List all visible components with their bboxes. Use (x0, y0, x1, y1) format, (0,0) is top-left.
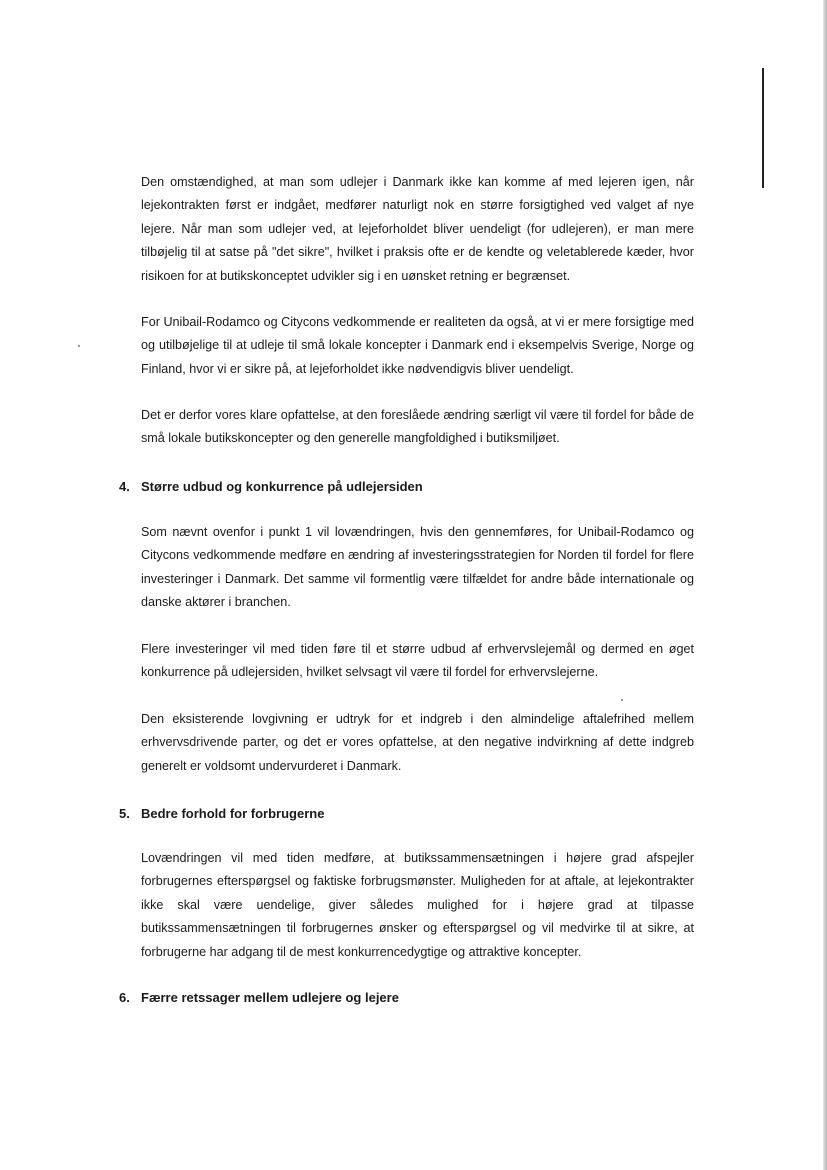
scan-speck (621, 699, 623, 701)
section-number: 5. (119, 806, 130, 821)
paragraph: Den eksisterende lovgivning er udtryk for et indgreb i den almindelige aftalefrihed mellem erhvervsdrivende parter, og det er vores opfattelse, at den negative indvirkning af dette indgreb generelt er voldsomt undervurderet i Danmark. (141, 712, 694, 773)
section-heading-6 (119, 990, 399, 1005)
margin-line (762, 68, 764, 188)
section-heading-5 (119, 806, 324, 821)
paragraph: Som nævnt ovenfor i punkt 1 vil lovændringen, hvis den gennemføres, for Unibail-Rodamco og Citycons vedkommende medføre en ændring af investeringsstrategien for Norden til fordel for flere investeringer i Danmark. Det samme vil formentlig være tilfældet for andre både internationale og danske aktører i branchen. (141, 525, 694, 610)
paragraph: Den omstændighed, at man som udlejer i Danmark ikke kan komme af med lejeren igen, når lejekontrakten først er indgået, medfører naturligt nok en større forsigtighed ved valget af nye lejere. Når man som udlejer ved, at lejeforholdet bliver uendeligt (for udlejeren), er man mere tilbøjelig til at satse på "det sikre", hvilket i praksis ofte er de kendte og veletablerede kæder, hvor risikoen for at butikskonceptet udvikler sig i en uønsket retning er begrænset. (141, 175, 694, 283)
paragraph: For Unibail-Rodamco og Citycons vedkommende er realiteten da også, at vi er mere forsigtige med og utilbøjelige til at udleje til små lokale koncepter i Danmark end i eksempelvis Sverige, Norge og Finland, hvor vi er sikre på, at lejeforholdet ikke nødvendigvis bliver uendeligt. (141, 315, 694, 376)
paragraph: Det er derfor vores klare opfattelse, at den foreslåede ændring særligt vil være til fordel for både de små lokale butikskoncepter og den generelle mangfoldighed i butiksmiljøet. (141, 408, 694, 446)
paragraph: Flere investeringer vil med tiden føre til et større udbud af erhvervslejemål og dermed en øget konkurrence på udlejersiden, hvilket selvsagt vil være til fordel for erhvervslejerne. (141, 642, 694, 680)
section-title: Større udbud og konkurrence på udlejersiden (141, 479, 423, 494)
paragraph: Lovændringen vil med tiden medføre, at butikssammensætningen i højere grad afspejler forbrugernes efterspørgsel og faktiske forbrugsmønster. Muligheden for at aftale, at lejekontrakter ikke skal være uendelige, giver således mulighed for i højere grad at tilpasse butikssammensætningen til forbrugernes ønsker og efterspørgsel og vil medvirke til at sikre, at forbrugerne har adgang til de mest konkurrencedygtige og attraktive koncepter. (141, 851, 694, 959)
scan-speck (78, 345, 80, 347)
section-title: Færre retssager mellem udlejere og lejere (141, 990, 399, 1005)
scan-edge (823, 0, 827, 1170)
section-number: 6. (119, 990, 130, 1005)
section-number: 4. (119, 479, 130, 494)
section-title: Bedre forhold for forbrugerne (141, 806, 325, 821)
section-heading-4 (119, 479, 423, 494)
